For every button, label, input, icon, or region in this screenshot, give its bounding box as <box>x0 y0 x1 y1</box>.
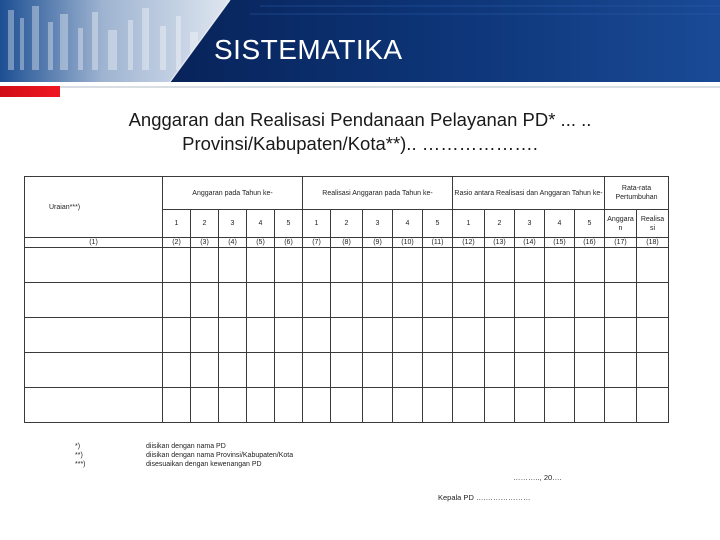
table-cell <box>545 388 575 423</box>
year-cell: 5 <box>275 210 303 238</box>
table-cell <box>575 248 605 283</box>
column-number: (11) <box>423 238 453 248</box>
table-row <box>25 283 669 318</box>
table-cell <box>191 353 219 388</box>
table-cell <box>219 353 247 388</box>
table-cell <box>453 283 485 318</box>
table-cell <box>485 318 515 353</box>
signature-name: Kepala PD ….……………… <box>438 493 531 502</box>
column-number: (10) <box>393 238 423 248</box>
footnote-texts <box>146 442 293 469</box>
table-cell <box>423 388 453 423</box>
table-cell <box>453 353 485 388</box>
table-cell <box>637 248 669 283</box>
table-cell <box>515 248 545 283</box>
footnote-text: disesuaikan dengan kewenangan PD <box>146 461 262 468</box>
table-cell <box>605 318 637 353</box>
table-header-row-groups <box>25 177 669 210</box>
table-cell <box>247 283 275 318</box>
year-cell: 4 <box>545 210 575 238</box>
table-cell <box>275 318 303 353</box>
table-cell <box>25 248 163 283</box>
column-number: (13) <box>485 238 515 248</box>
table-cell <box>393 283 423 318</box>
table-cell <box>219 388 247 423</box>
year-cell: 1 <box>163 210 191 238</box>
table-cell <box>423 353 453 388</box>
footnote-text: diisikan dengan nama Provinsi/Kabupaten/Kota <box>146 452 294 459</box>
table-cell <box>247 318 275 353</box>
table-cell <box>637 388 669 423</box>
table-cell <box>423 283 453 318</box>
table-cell <box>331 248 363 283</box>
table-cell <box>303 388 331 423</box>
table-body <box>25 248 669 423</box>
table-cell <box>331 318 363 353</box>
table-cell <box>605 353 637 388</box>
column-number: (8) <box>331 238 363 248</box>
footnote-text: diisikan dengan nama PD <box>146 443 226 450</box>
table-cell <box>303 353 331 388</box>
table-cell <box>545 283 575 318</box>
table-cell <box>303 248 331 283</box>
table-cell <box>191 283 219 318</box>
year-cell: 3 <box>363 210 393 238</box>
column-number: (9) <box>363 238 393 248</box>
table-cell <box>191 388 219 423</box>
table-cell <box>575 283 605 318</box>
table-cell <box>219 283 247 318</box>
table-cell <box>545 353 575 388</box>
table-cell <box>575 318 605 353</box>
table-cell <box>485 353 515 388</box>
table-cell <box>485 283 515 318</box>
header-banner <box>0 0 720 100</box>
column-number: (14) <box>515 238 545 248</box>
table-cell <box>275 353 303 388</box>
column-header-uraian: Uraian***) <box>25 177 163 238</box>
table-cell <box>545 318 575 353</box>
budget-table <box>24 176 669 423</box>
column-number: (1) <box>25 238 163 248</box>
document-title-line-2: Provinsi/Kabupaten/Kota**).. ………………. <box>182 133 538 154</box>
rata-anggaran-cell: Anggara n <box>605 210 637 238</box>
column-number: (2) <box>163 238 191 248</box>
table-cell <box>363 248 393 283</box>
table-cell <box>515 353 545 388</box>
column-group-anggaran: Anggaran pada Tahun ke- <box>163 177 303 210</box>
column-number: (16) <box>575 238 605 248</box>
year-cell: 4 <box>393 210 423 238</box>
table-cell <box>605 283 637 318</box>
year-cell: 3 <box>219 210 247 238</box>
table-cell <box>363 318 393 353</box>
year-cell: 1 <box>453 210 485 238</box>
rata-realisasi-cell: Realisa si <box>637 210 669 238</box>
table-cell <box>219 248 247 283</box>
table-cell <box>575 353 605 388</box>
table-cell <box>247 388 275 423</box>
table-cell <box>163 353 191 388</box>
table-cell <box>363 353 393 388</box>
year-cell: 4 <box>247 210 275 238</box>
table-cell <box>247 353 275 388</box>
year-cell: 2 <box>191 210 219 238</box>
year-cell: 5 <box>423 210 453 238</box>
banner-title: SISTEMATIKA <box>214 34 403 65</box>
column-number: (3) <box>191 238 219 248</box>
footnote-mark: *) <box>75 443 81 450</box>
column-group-realisasi: Realisasi Anggaran pada Tahun ke- <box>303 177 453 210</box>
table-cell <box>393 318 423 353</box>
column-number: (12) <box>453 238 485 248</box>
table-cell <box>605 248 637 283</box>
table-cell <box>605 388 637 423</box>
table-cell <box>331 283 363 318</box>
table-cell <box>25 283 163 318</box>
year-cell: 1 <box>303 210 331 238</box>
table-cell <box>393 388 423 423</box>
table-cell <box>393 248 423 283</box>
table-cell <box>637 318 669 353</box>
table-cell <box>163 318 191 353</box>
table-row <box>25 318 669 353</box>
table-row <box>25 248 669 283</box>
table-cell <box>515 283 545 318</box>
year-cell: 5 <box>575 210 605 238</box>
column-number: (18) <box>637 238 669 248</box>
table-cell <box>545 248 575 283</box>
column-number: (5) <box>247 238 275 248</box>
table-cell <box>575 388 605 423</box>
table-cell <box>25 318 163 353</box>
table-cell <box>191 248 219 283</box>
table-cell <box>515 388 545 423</box>
table-cell <box>303 318 331 353</box>
table-cell <box>393 353 423 388</box>
column-number: (7) <box>303 238 331 248</box>
table-cell <box>453 318 485 353</box>
document-title-line-1: Anggaran dan Realisasi Pendanaan Pelayanan PD* ... .. <box>128 109 592 130</box>
signature-date: ……….., 20…. <box>513 473 562 482</box>
column-number: (4) <box>219 238 247 248</box>
table-cell <box>331 353 363 388</box>
table-cell <box>423 248 453 283</box>
table-cell <box>219 318 247 353</box>
table-cell <box>25 353 163 388</box>
table-cell <box>637 353 669 388</box>
table-cell <box>515 318 545 353</box>
table-cell <box>453 388 485 423</box>
table-cell <box>191 318 219 353</box>
table-row <box>25 353 669 388</box>
table-cell <box>275 283 303 318</box>
year-cell: 2 <box>485 210 515 238</box>
table-cell <box>331 388 363 423</box>
table-cell <box>637 283 669 318</box>
table-row <box>25 388 669 423</box>
year-cell: 2 <box>331 210 363 238</box>
table-cell <box>363 388 393 423</box>
footnote-mark: ***) <box>75 461 86 468</box>
year-cell: 3 <box>515 210 545 238</box>
table-cell <box>163 283 191 318</box>
table-cell <box>363 283 393 318</box>
table-column-number-row <box>25 238 669 248</box>
column-number: (6) <box>275 238 303 248</box>
table-cell <box>423 318 453 353</box>
column-group-rata-rata: Rata-rata Pertumbuhan <box>605 177 669 210</box>
footnote-mark: **) <box>75 452 83 459</box>
column-number: (15) <box>545 238 575 248</box>
column-group-rasio: Rasio antara Realisasi dan Anggaran Tahun ke- <box>453 177 605 210</box>
table-cell <box>303 283 331 318</box>
column-number: (17) <box>605 238 637 248</box>
table-cell <box>163 248 191 283</box>
footnote-marks <box>75 442 86 469</box>
table-cell <box>247 248 275 283</box>
table-cell <box>275 248 303 283</box>
table-cell <box>485 388 515 423</box>
table-cell <box>25 388 163 423</box>
table-cell <box>275 388 303 423</box>
table-cell <box>453 248 485 283</box>
table-cell <box>163 388 191 423</box>
table-cell <box>485 248 515 283</box>
document-title <box>0 108 720 156</box>
